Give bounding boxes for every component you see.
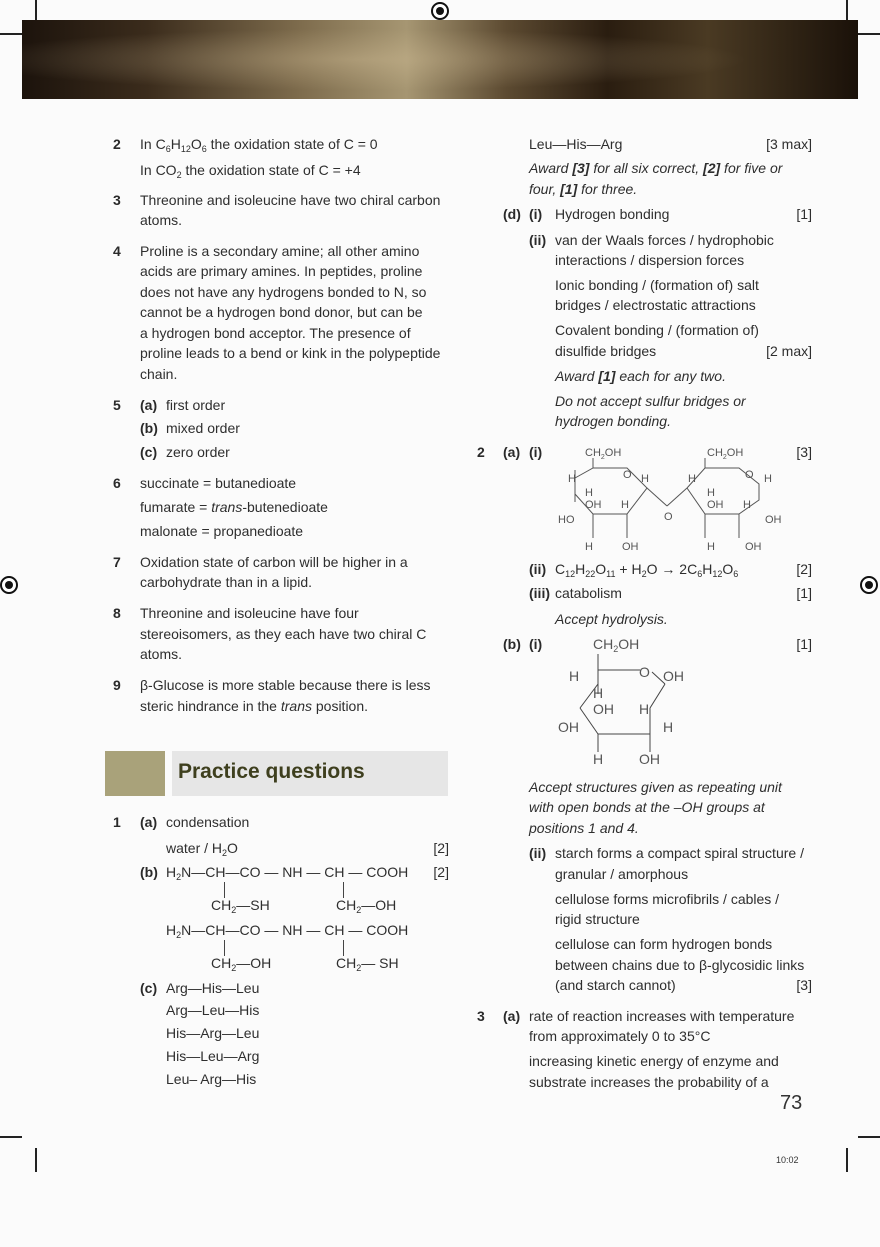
- svg-text:H: H: [593, 685, 604, 701]
- examiner-note: Accept structures given as repeating unit: [529, 779, 782, 795]
- q6-line: fumarate = trans-butenedioate: [140, 499, 328, 515]
- trim-mark: [846, 1148, 848, 1172]
- mark: [3]: [796, 977, 812, 993]
- svg-text:H: H: [663, 719, 674, 735]
- q5-part-text: mixed order: [166, 420, 240, 436]
- answer-number: 3: [477, 1008, 485, 1024]
- award-note: Award [1] each for any two.: [555, 368, 726, 384]
- part-label: (c): [140, 980, 158, 996]
- svg-text:H: H: [764, 473, 772, 485]
- part-label: (a): [503, 1008, 521, 1024]
- q3-line: substrate increases the probability of a: [529, 1074, 769, 1090]
- d-ii-line: disulfide bridges: [555, 343, 657, 359]
- mark: [2 max]: [766, 343, 812, 359]
- mark: [1]: [796, 206, 812, 222]
- tripeptide-sequence: Arg—Leu—His: [166, 1002, 260, 1018]
- tripeptide-sequence: His—Leu—Arg: [166, 1048, 260, 1064]
- mark: [2]: [433, 864, 449, 880]
- part-label: (b): [140, 420, 158, 436]
- subpart-label: (i): [529, 444, 543, 460]
- answer-number: 3: [113, 192, 121, 208]
- q6-line: malonate = propanedioate: [140, 523, 304, 539]
- svg-text:O: O: [639, 664, 650, 680]
- svg-text:O: O: [623, 469, 632, 481]
- svg-text:H: H: [707, 541, 715, 553]
- bii-line: cellulose can form hydrogen bonds: [555, 936, 773, 952]
- bii-line: cellulose forms microfibrils / cables /: [555, 891, 780, 907]
- d-ii-line: Covalent bonding / (formation of): [555, 322, 759, 338]
- examiner-note: positions 1 and 4.: [529, 820, 639, 836]
- footer-timestamp: 10:02: [776, 1155, 799, 1165]
- trim-mark: [858, 1136, 880, 1138]
- page-number: 73: [780, 1092, 803, 1114]
- glucose-structure: [555, 632, 705, 772]
- subpart-label: (ii): [529, 845, 547, 861]
- svg-text:OH: OH: [707, 499, 724, 511]
- part-label: (b): [140, 864, 158, 880]
- q2-line2: In $CO_2$ the oxidation state of C = +4: [140, 162, 361, 180]
- svg-text:H: H: [593, 751, 604, 767]
- q3-line: Threonine and isoleucine have two chiral carbon: [140, 192, 441, 208]
- q8-line: stereoisomers, as they each have two chiral C: [140, 626, 427, 642]
- svg-text:OH: OH: [622, 541, 639, 553]
- d-ii-line: Ionic bonding / (formation of) salt: [555, 277, 759, 293]
- svg-text:CH2OH: $CH_2OH$: [593, 636, 640, 654]
- section-title: Practice questions: [178, 760, 365, 783]
- q2-line1: In $C_6H_{12}O_6$ the oxidation state of C = 0: [140, 136, 378, 154]
- trim-mark: [858, 33, 880, 35]
- tripeptide-sequence: Arg—His—Leu: [166, 980, 260, 996]
- subpart-label: (iii): [529, 585, 550, 601]
- svg-text:OH: OH: [765, 514, 782, 526]
- answer-number: 2: [113, 136, 121, 152]
- q3-line: from approximately 0 to 35°C: [529, 1028, 711, 1044]
- mark: [3]: [796, 444, 812, 460]
- p1a-text: condensation: [166, 814, 250, 830]
- subpart-label: (ii): [529, 232, 547, 248]
- trim-mark: [35, 1148, 37, 1172]
- bii-line: granular / amorphous: [555, 866, 689, 882]
- svg-text:H: H: [639, 701, 650, 717]
- answer-number: 8: [113, 605, 121, 621]
- disaccharide-structure: [555, 440, 790, 555]
- q4-line: does not have any hydrogens bonded to N, so: [140, 284, 427, 300]
- d-ii-line: bridges / electrostatic attractions: [555, 297, 756, 313]
- q4-line: Proline is a secondary amine; all other amino: [140, 243, 420, 259]
- svg-text:O: O: [664, 511, 673, 523]
- answer-number: 5: [113, 397, 121, 413]
- trim-mark: [35, 0, 37, 20]
- award-note: Award [3] for all six correct, [2] for five or: [529, 160, 783, 176]
- examiner-note: with open bonds at the –OH groups at: [529, 799, 765, 815]
- d-ii-line: interactions / dispersion forces: [555, 252, 745, 268]
- trim-mark: [0, 1136, 22, 1138]
- q9-line: steric hindrance in the trans position.: [140, 698, 369, 714]
- svg-text:H: H: [585, 541, 593, 553]
- q5-part-text: first order: [166, 397, 226, 413]
- part-label: (c): [140, 444, 158, 460]
- mark: [1]: [796, 636, 812, 652]
- d-ii-line: van der Waals forces / hydrophobic: [555, 232, 774, 248]
- subpart-label: (i): [529, 636, 543, 652]
- bii-line: rigid structure: [555, 911, 640, 927]
- q7-line: carbohydrate than in a lipid.: [140, 574, 312, 590]
- registration-mark-icon: [0, 576, 18, 594]
- q3-line: atoms.: [140, 212, 183, 228]
- q6-line: succinate = butanedioate: [140, 475, 297, 491]
- section-header-block: [105, 751, 165, 796]
- d-i-text: Hydrogen bonding: [555, 206, 670, 222]
- q4-line: chain.: [140, 366, 178, 382]
- q4-line: acids are primary amines. In peptides, proline: [140, 263, 423, 279]
- mark: [2]: [433, 840, 449, 856]
- bii-line: between chains due to β-glycosidic links: [555, 957, 805, 973]
- q3-line: rate of reaction increases with temperature: [529, 1008, 795, 1024]
- answer-number: 6: [113, 475, 121, 491]
- svg-text:H: H: [743, 499, 751, 511]
- svg-text:H: H: [688, 473, 696, 485]
- svg-text:OH: OH: [585, 499, 602, 511]
- part-label: (b): [503, 636, 521, 652]
- q5-part-text: zero order: [166, 444, 230, 460]
- svg-text:OH: OH: [558, 719, 579, 735]
- q7-line: Oxidation state of carbon will be higher in a: [140, 554, 408, 570]
- bii-line: (and starch cannot): [555, 977, 676, 993]
- page: 2 In $C_6H_{12}O_6$ the oxidation state of C = 0 In $CO_2$ the oxidation state of C = +4 3 Threonine and isoleucine have two chiral carbon atoms. 4 Proline is a secondary amine; all other amino acids are primary amines. In peptides, proline does not have any hydrogens bonded to N, so cannot be a hydrogen bond donor, but can be a hydrogen bond acceptor. The presence of proline leads to a bend or kink in the polypeptide chain. 5 (a) first order (b) mixed order (c) zero order 6 succinate = butanedioate fumarate = trans-butenedioate malonate = propanedioate 7 Oxidation state of carbon will be higher in a carbohydrate than in a lipid. 8 Threonine and isoleucine have four stereoisomers, as they each have two chiral C atoms. 9 β-Glucose is more stable because there is less steric hindrance in the trans position. Practice questions 1 (a) condensation water / $H_2O$ [2] (b) [2] $H_2N—CH—CO$ — NH — CH — COOH $CH_2—SH$ $CH_2—OH$ $H_2N—CH—CO$ — NH — CH — COOH $CH_2—OH$ $CH_2—$ SH (c) Arg—His—Leu Arg—Leu—His His—Arg—Leu His—Leu—Arg Leu– Arg—His Leu—His—Arg [3 max] Award [3] for all six correct, [2] for five or four, [1] for three. (d) (i) Hydrogen bonding [1] (ii) van der Waals forces / hydrophobic interactions / dispersion forces Ionic bonding / (formation of) salt bridges / electrostatic attractions Covalent bonding / (formation of) disulfide bridges [2 max] Award [1] each for any two. Do not accept sulfur bridges or hydrogen bonding. 2 (a) (i) [3] $CH_2OH$ $CH_2OH$ O O H H H H H H OH H OH H HO O OH H OH H OH (ii) $C_{12}H_{22}O_{11} + H_2O \to 2C_6H_{12}O_6$ [2] (iii) catabolism [1] Accept hydrolysis. (b) (i) [1] $CH_2OH$ H O OH H OH H OH H H OH Accept structures given as repeating unit with open bonds at the –OH groups at positions 1 and 4. (ii) starch forms a compact spiral structure / granular / amorphous cellulose forms microfibrils / cables / rigid structure cellulose can form hydrogen bonds between chains due to β-glycosidic links (and starch cannot) [3] 3 (a) rate of reaction increases with temperature from approximately 0 to 35°C increasing kinetic energy of enzyme and substrate increases the probability of a 73 10:02: [0, 0, 880, 1247]
- q8-line: Threonine and isoleucine have four: [140, 605, 359, 621]
- svg-text:H: H: [641, 473, 649, 485]
- svg-text:OH: OH: [745, 541, 762, 553]
- answer-number: 7: [113, 554, 121, 570]
- examiner-note: hydrogen bonding.: [555, 413, 671, 429]
- examiner-note: Do not accept sulfur bridges or: [555, 393, 746, 409]
- mark: [1]: [796, 585, 812, 601]
- examiner-note: Accept hydrolysis.: [555, 611, 668, 627]
- q8-line: atoms.: [140, 646, 183, 662]
- bii-line: starch forms a compact spiral structure /: [555, 845, 804, 861]
- q4-line: cannot be a hydrogen bond donor, but can be: [140, 304, 423, 320]
- award-note: four, [1] for three.: [529, 181, 638, 197]
- q4-line: a hydrogen bond acceptor. The presence of: [140, 325, 411, 341]
- tripeptide-sequence: His—Arg—Leu: [166, 1025, 260, 1041]
- svg-text:OH: OH: [639, 751, 660, 767]
- q3-line: increasing kinetic energy of enzyme and: [529, 1053, 779, 1069]
- answer-number: 9: [113, 677, 121, 693]
- part-label: (a): [140, 814, 158, 830]
- trim-mark: [846, 0, 848, 20]
- answer-number: 4: [113, 243, 121, 259]
- registration-mark-icon: [860, 576, 878, 594]
- subpart-label: (ii): [529, 561, 547, 577]
- iii-text: catabolism: [555, 585, 622, 601]
- svg-text:H: H: [621, 499, 629, 511]
- registration-mark-icon: [431, 2, 449, 20]
- hydrolysis-equation: $C_{12}H_{22}O_{11} + H_2O \to 2C_6H_{12}O_6$: [555, 561, 739, 579]
- part-label: (a): [140, 397, 158, 413]
- svg-text:H: H: [568, 473, 576, 485]
- answer-number: 1: [113, 814, 121, 830]
- svg-text:H: H: [569, 668, 580, 684]
- svg-text:H: H: [585, 487, 593, 499]
- tripeptide-sequence: Leu– Arg—His: [166, 1071, 257, 1087]
- svg-text:OH: OH: [593, 701, 614, 717]
- header-banner-highlight: [22, 20, 858, 99]
- mark: [3 max]: [766, 136, 812, 152]
- p1a-water: water / $H_2O$: [166, 840, 238, 858]
- svg-text:H: H: [707, 487, 715, 499]
- subpart-label: (i): [529, 206, 543, 222]
- svg-text:HO: HO: [558, 514, 575, 526]
- trim-mark: [0, 33, 22, 35]
- q9-line: β-Glucose is more stable because there is less: [140, 677, 431, 693]
- answer-number: 2: [477, 444, 485, 460]
- svg-text:OH: OH: [663, 668, 684, 684]
- svg-text:CH2OH: $CH_2OH$: [585, 447, 622, 461]
- svg-text:CH2OH: $CH_2OH$: [707, 447, 744, 461]
- part-label: (d): [503, 206, 521, 222]
- svg-text:O: O: [745, 469, 754, 481]
- part-label: (a): [503, 444, 521, 460]
- tripeptide-sequence: Leu—His—Arg: [529, 136, 623, 152]
- q4-line: proline leads to a bend or kink in the polypeptide: [140, 345, 441, 361]
- mark: [2]: [796, 561, 812, 577]
